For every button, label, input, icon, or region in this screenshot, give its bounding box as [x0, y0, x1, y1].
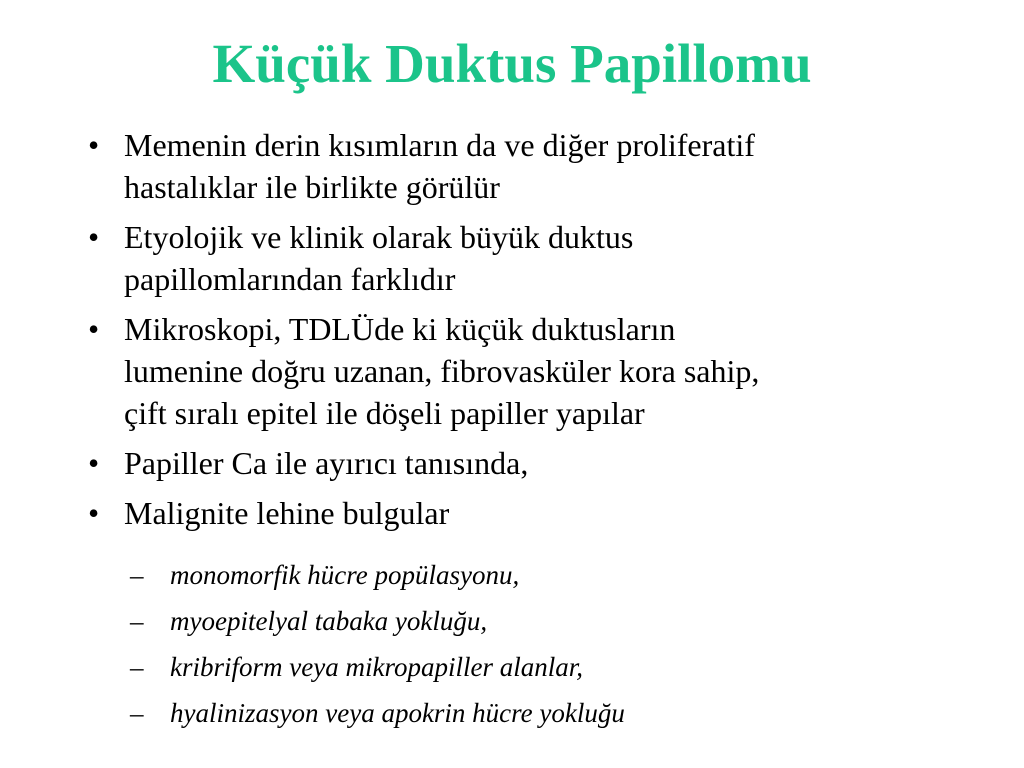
slide-title: Küçük Duktus Papillomu [212, 33, 812, 94]
dash-icon: – [130, 560, 144, 590]
bullet-line: lumenine doğru uzanan, fibrovasküler kora sahip, [124, 353, 760, 389]
bullet-item [88, 308, 968, 434]
sub-bullet-item [130, 650, 950, 685]
sub-bullet-text: monomorfik hücre popülasyonu, [170, 560, 520, 590]
bullet-icon: • [88, 219, 100, 255]
bullet-line: Memenin derin kısımların da ve diğer proliferatif [124, 127, 755, 163]
bullet-item [88, 492, 968, 534]
sub-bullet-text: hyalinizasyon veya apokrin hücre yokluğu [170, 698, 625, 728]
bullet-line: hastalıklar ile birlikte görülür [124, 169, 500, 205]
bullet-line: Papiller Ca ile ayırıcı tanısında, [124, 445, 529, 481]
sub-bullet-item [130, 696, 950, 731]
bullet-icon: • [88, 127, 100, 163]
bullet-line: çift sıralı epitel ile döşeli papiller yapılar [124, 395, 645, 431]
bullet-line: Malignite lehine bulgular [124, 495, 450, 531]
bullet-item [88, 216, 968, 300]
bullet-icon: • [88, 311, 100, 347]
dash-icon: – [130, 652, 144, 682]
bullet-item [88, 124, 968, 208]
bullet-line: Mikroskopi, TDLÜde ki küçük duktusların [124, 311, 676, 347]
bullet-line: papillomlarından farklıdır [124, 261, 456, 297]
sub-bullet-item [130, 604, 950, 639]
bullet-icon: • [88, 445, 100, 481]
dash-icon: – [130, 698, 144, 728]
sub-bullet-text: kribriform veya mikropapiller alanlar, [170, 652, 583, 682]
sub-bullet-list [130, 558, 950, 742]
bullet-line: Etyolojik ve klinik olarak büyük duktus [124, 219, 634, 255]
bullet-item [88, 442, 968, 484]
sub-bullet-item [130, 558, 950, 593]
dash-icon: – [130, 606, 144, 636]
bullet-icon: • [88, 495, 100, 531]
bullet-list [88, 124, 968, 542]
sub-bullet-text: myoepitelyal tabaka yokluğu, [170, 606, 488, 636]
